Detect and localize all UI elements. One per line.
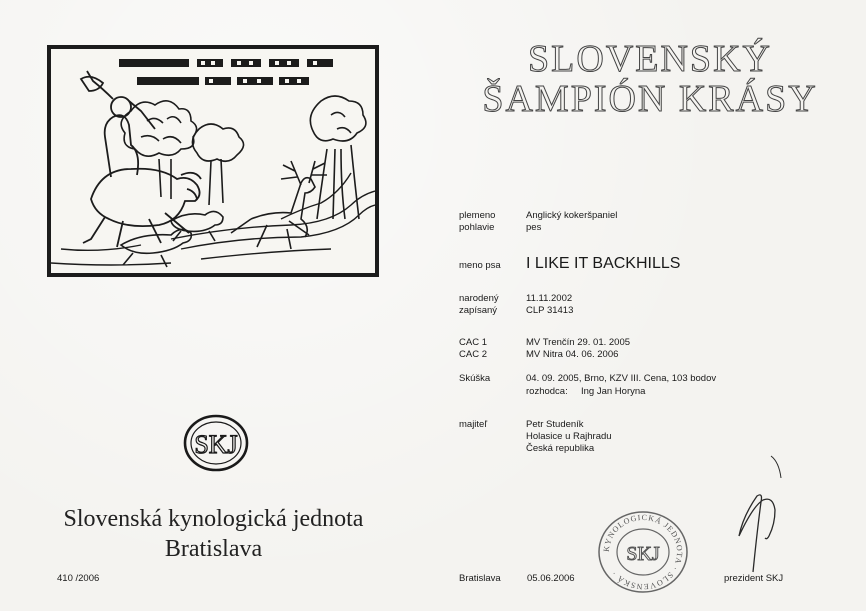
organization-name: Slovenská kynologická jednota [63,506,364,532]
value-cac2: MV Nitra 04. 06. 2006 [526,349,619,360]
organization-city: Bratislava [164,536,263,562]
label-cac1: CAC 1 [459,337,487,348]
owner-line-3: Česká republika [526,443,595,454]
skj-logo-icon [183,413,249,473]
value-rozhodca: Ing Jan Horyna [581,386,646,397]
title-line-2: ŠAMPIÓN KRÁSY [482,78,818,120]
owner-line-1: Petr Studeník [526,419,584,430]
issue-place: Bratislava [459,573,501,584]
stamp-center-text: SKJ [626,543,660,565]
label-cac2: CAC 2 [459,349,487,360]
issue-date: 05.06.2006 [527,573,575,584]
label-majitel: majiteľ [459,419,488,430]
label-rozhodca: rozhodca: [526,386,568,397]
signature-icon [735,452,785,576]
label-meno-psa: meno psa [459,260,501,271]
title-line-1: SLOVENSKÝ [528,38,772,80]
label-pohlavie: pohlavie [459,222,495,233]
official-stamp-icon [593,508,693,596]
value-plemeno: Anglický kokeršpaniel [526,210,618,221]
value-zapisany: CLP 31413 [526,305,574,316]
certificate-number: 410 /2006 [57,573,100,584]
logo-text: SKJ [194,430,238,459]
value-cac1: MV Trenčín 29. 01. 2005 [526,337,631,348]
label-plemeno: plemeno [459,210,496,221]
woodcut-drawing [51,49,375,273]
value-pohlavie: pes [526,222,542,233]
signatory-title: prezident SKJ [724,573,784,584]
label-narodeny: narodený [459,293,499,304]
label-skuska: Skúška [459,373,491,384]
hunting-scene-illustration [47,45,379,277]
value-meno-psa: I LIKE IT BACKHILLS [526,255,681,272]
value-skuska: 04. 09. 2005, Brno, KZV III. Cena, 103 bodov [526,373,717,384]
label-zapisany: zapísaný [459,305,498,316]
stamp-ring-text: KYNOLOGICKÁ JEDNOTA · SLOVENSKÁ · [601,512,685,592]
owner-line-2: Holasice u Rajhradu [526,431,612,442]
value-narodeny: 11.11.2002 [526,293,573,304]
